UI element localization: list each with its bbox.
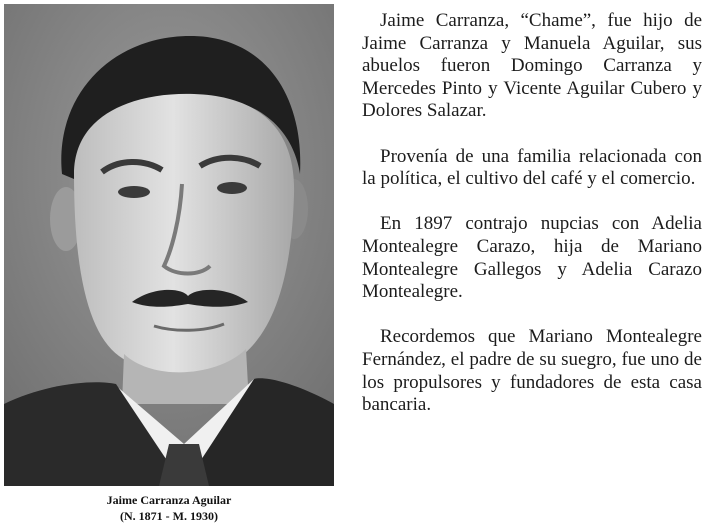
- caption-name: Jaime Carranza Aguilar: [106, 493, 232, 507]
- paragraph-bank-founders: Recordemos que Mariano Montealegre Fernández, el padre de su suegro, fue uno de los propulsores y fundadores de esta casa bancaria.: [362, 326, 702, 416]
- paragraph-marriage: En 1897 contrajo nupcias con Adelia Montealegre Carazo, hija de Mariano Montealegre Gallegos y Adelia Carazo Montealegre.: [362, 213, 702, 303]
- biography-text: [362, 10, 702, 417]
- paragraph-family-background: Provenía de una familia relacionada con la política, el cultivo del café y el comercio.: [362, 145, 702, 190]
- paragraph-parentage: Jaime Carranza, “Chame”, fue hijo de Jaime Carranza y Manuela Aguilar, sus abuelos fueron Domingo Carranza y Mercedes Pinto y Vicente Aguilar Cubero y Dolores Salazar.: [362, 10, 702, 122]
- portrait-image: [4, 4, 334, 486]
- caption-dates: (N. 1871 - M. 1930): [120, 509, 218, 523]
- portrait-photo: [4, 4, 334, 486]
- photo-caption: [4, 492, 334, 524]
